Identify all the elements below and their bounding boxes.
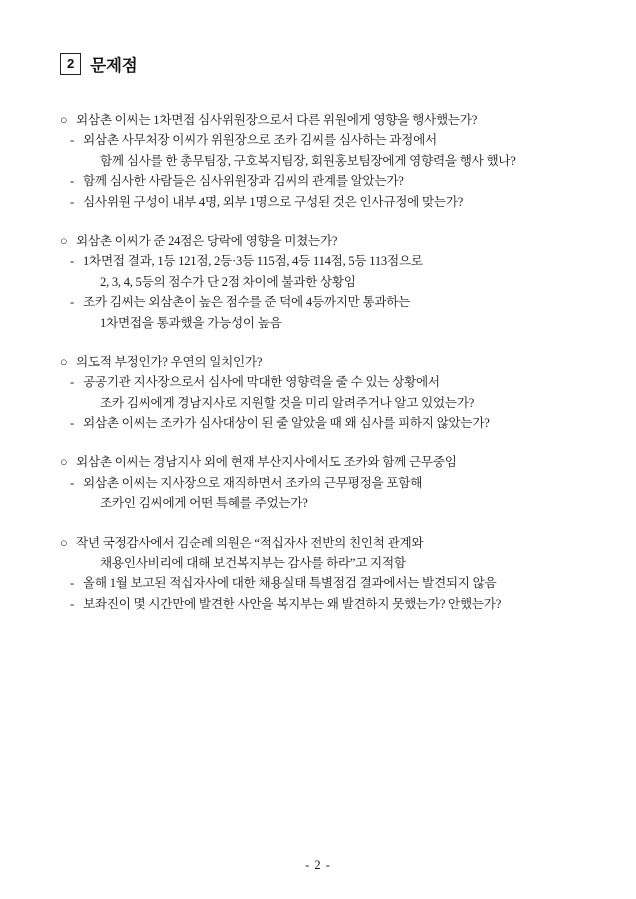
bullet-dash-icon: - bbox=[70, 295, 74, 310]
list-item bbox=[60, 231, 590, 251]
list-item-text: 조카 김씨는 외삼촌이 높은 점수를 준 덕에 4등까지만 통과하는 bbox=[83, 295, 411, 310]
page-number: - 2 - bbox=[305, 858, 331, 872]
list-item-text: 외삼촌 이씨는 지사장으로 재직하면서 조카의 근무평정을 포함해 bbox=[83, 475, 423, 490]
bullet-circle-icon: ○ bbox=[60, 354, 68, 369]
list-item-text: 함께 심사한 사람들은 심사위원장과 김씨의 관계를 알았는가? bbox=[83, 174, 404, 189]
content-block bbox=[60, 452, 590, 513]
bullet-dash-icon: - bbox=[70, 375, 74, 390]
list-item bbox=[60, 352, 590, 372]
content-block bbox=[60, 231, 590, 333]
list-item-text: 1차면접을 통과했을 가능성이 높음 bbox=[100, 315, 282, 330]
bullet-circle-icon: ○ bbox=[60, 455, 68, 470]
bullet-circle-icon: ○ bbox=[60, 233, 68, 248]
list-item-text: 올해 1월 보고된 적십자사에 대한 채용실태 특별점검 결과에서는 발견되지 않음 bbox=[83, 576, 497, 591]
list-item-continuation bbox=[60, 553, 590, 573]
bullet-dash-icon: - bbox=[70, 194, 74, 209]
list-item-text: 외삼촌 사무처장 이씨가 위원장으로 조카 김씨를 심사하는 과정에서 bbox=[83, 133, 437, 148]
bullet-dash-icon: - bbox=[70, 475, 74, 490]
list-item-text: 채용인사비리에 대해 보건복지부는 감사를 하라”고 지적함 bbox=[100, 556, 406, 571]
list-item bbox=[60, 171, 590, 191]
list-item-text: 1차면접 결과, 1등 121점, 2등·3등 115점, 4등 114점, 5등 113점으로 bbox=[83, 254, 423, 269]
list-item-text: 2, 3, 4, 5등의 점수가 단 2점 차이에 불과한 상황임 bbox=[100, 274, 356, 289]
list-item-text: 외삼촌 이씨는 조카가 심사대상이 된 줄 알았을 때 왜 심사를 피하지 않았는가? bbox=[83, 416, 490, 431]
list-item-text: 외삼촌 이씨는 1차면접 심사위원장으로서 다른 위원에게 영향을 행사했는가? bbox=[76, 113, 478, 127]
content-block bbox=[60, 533, 590, 615]
bullet-dash-icon: - bbox=[70, 576, 74, 591]
content-block bbox=[60, 110, 590, 212]
bullet-dash-icon: - bbox=[70, 254, 74, 269]
bullet-circle-icon: ○ bbox=[60, 113, 68, 127]
bullet-circle-icon: ○ bbox=[60, 535, 68, 550]
content-block bbox=[60, 352, 590, 434]
list-item-text: 함께 심사를 한 총무팀장, 구호복지팀장, 회원홍보팀장에게 영향력을 행사 했나? bbox=[100, 153, 516, 168]
list-item bbox=[60, 413, 590, 433]
bullet-dash-icon: - bbox=[70, 133, 74, 148]
page-title bbox=[60, 52, 590, 76]
bullet-dash-icon: - bbox=[70, 416, 74, 431]
list-item-text: 외삼촌 이씨가 준 24점은 당락에 영향을 미쳤는가? bbox=[76, 233, 338, 248]
list-item-text: 작년 국정감사에서 김순례 의원은 “적십자사 전반의 친인척 관계와 bbox=[76, 535, 424, 550]
heading-number-box: 2 bbox=[60, 53, 81, 75]
list-item-text: 심사위원 구성이 내부 4명, 외부 1명으로 구성된 것은 인사규정에 맞는가? bbox=[83, 194, 464, 209]
list-item-text: 의도적 부정인가? 우연의 일치인가? bbox=[76, 354, 263, 369]
list-item bbox=[60, 533, 590, 553]
list-item bbox=[60, 292, 590, 312]
list-item bbox=[60, 251, 590, 271]
list-item-text: 외삼촌 이씨는 경남지사 외에 현재 부산지사에서도 조카와 함께 근무중임 bbox=[76, 455, 457, 470]
list-item-text: 보좌진이 몇 시간만에 발견한 사안을 복지부는 왜 발견하지 못했는가? 안했는가? bbox=[83, 596, 502, 611]
list-item-text: 조카 김씨에게 경남지사로 지원할 것을 미리 알려주거나 알고 있었는가? bbox=[100, 395, 475, 410]
heading-title-text: 문제점 bbox=[90, 56, 138, 75]
list-item bbox=[60, 372, 590, 392]
list-item-continuation bbox=[60, 272, 590, 292]
list-item-continuation bbox=[60, 151, 590, 171]
list-item bbox=[60, 573, 590, 593]
list-item-text: 조카인 김씨에게 어떤 특혜를 주었는가? bbox=[100, 496, 308, 511]
list-item bbox=[60, 594, 590, 614]
list-item bbox=[60, 192, 590, 212]
list-item-continuation bbox=[60, 313, 590, 333]
list-item bbox=[60, 110, 590, 130]
list-item bbox=[60, 452, 590, 472]
bullet-dash-icon: - bbox=[70, 596, 74, 611]
list-item-continuation bbox=[60, 493, 590, 513]
list-item-continuation bbox=[60, 393, 590, 413]
list-item bbox=[60, 130, 590, 150]
list-item-text: 공공기관 지사장으로서 심사에 막대한 영향력을 줄 수 있는 상황에서 bbox=[83, 375, 440, 390]
list-item bbox=[60, 473, 590, 493]
bullet-dash-icon: - bbox=[70, 174, 74, 189]
